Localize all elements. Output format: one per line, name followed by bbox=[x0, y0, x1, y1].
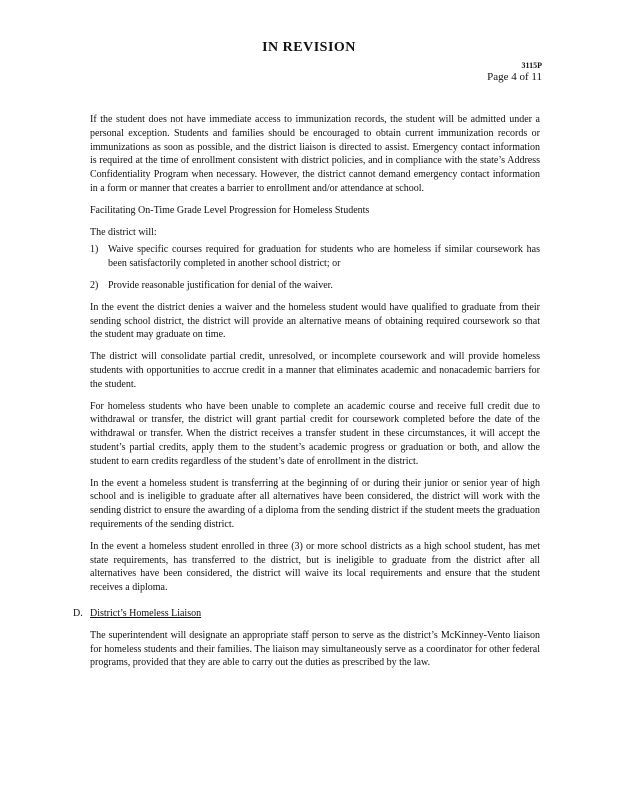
section-heading-d bbox=[73, 607, 540, 621]
paragraph-waiver: In the event the district denies a waiver and the homeless student would have qualified to graduate from their sending school district, the district will provide an alternative means of obtaining required coursework so that the student may graduate on time. bbox=[90, 301, 540, 341]
paragraph-district-will: The district will: bbox=[90, 226, 157, 238]
list-item-text: Waive specific courses required for graduation for students who are homeless if similar coursework has been satisfactorily completed in another school district; or bbox=[108, 244, 540, 270]
paragraph-three-districts: In the event a homeless student enrolled in three (3) or more school districts as a high school student, has met state requirements, has transferred to the district, but is ineligible to graduate from the district after all alternatives have been considered, the district will waive its local requirements and ensure that the student receives a diploma. bbox=[90, 540, 540, 594]
list-item-text: Provide reasonable justification for denial of the waiver. bbox=[108, 279, 333, 291]
paragraph-withdrawal: For homeless students who have been unable to complete an academic course and receive full credit due to withdrawal or transfer, the district will grant partial credit for coursework completed before the date of the withdrawal or transfer. When the district receives a transfer student in these circumstances, it will accept the student’s partial credits, apply them to the student’s academic progress or graduation or both, and allow the student to earn credits regardless of the student’s date of enrollment in the district. bbox=[90, 400, 540, 467]
paragraph-junior-senior: In the event a homeless student is transferring at the beginning of or during their junior or senior year of high school and is ineligible to graduate after all alternatives have been considered, the district will work with the sending district to ensure the awarding of a diploma from the sending district if the student meets the graduation requirements of the sending district. bbox=[90, 477, 540, 530]
list-item bbox=[90, 279, 540, 293]
list-item-number: 1) bbox=[90, 244, 99, 256]
section-subheading: Facilitating On-Time Grade Level Progression for Homeless Students bbox=[90, 204, 370, 216]
list-item bbox=[90, 243, 540, 271]
policy-number: 3115P bbox=[521, 61, 542, 70]
page-number: Page 4 of 11 bbox=[487, 71, 542, 83]
page-title: IN REVISION bbox=[262, 40, 356, 55]
section-title: District’s Homeless Liaison bbox=[90, 607, 202, 619]
document-body bbox=[73, 113, 540, 678]
paragraph-immunization: If the student does not have immediate access to immunization records, the student will be admitted under a personal exception. Students and families should be encouraged to obtain current immunization records or immunizations as soon as possible, and the district liaison is directed to assist. Emergency contact information is required at the time of enrollment consistent with district policies, and in compliance with the state’s Address Confidentiality Program when necessary. However, the district cannot demand emergency contact information in a form or manner that creates a barrier to enrollment and/or attendance at school. bbox=[90, 114, 540, 194]
section-letter: D. bbox=[73, 607, 83, 619]
list-item-number: 2) bbox=[90, 279, 99, 291]
paragraph-consolidate: The district will consolidate partial credit, unresolved, or incomplete coursework and will provide homeless students with opportunities to accrue credit in a manner that eliminates academic and nonacademic barriers for the student. bbox=[90, 351, 540, 390]
paragraph-liaison: The superintendent will designate an appropriate staff person to serve as the district’s McKinney-Vento liaison for homeless students and their families. The liaison may simultaneously serve as a coordinator for other federal programs, provided that they are able to carry out the duties as prescribed by the law. bbox=[90, 629, 540, 669]
